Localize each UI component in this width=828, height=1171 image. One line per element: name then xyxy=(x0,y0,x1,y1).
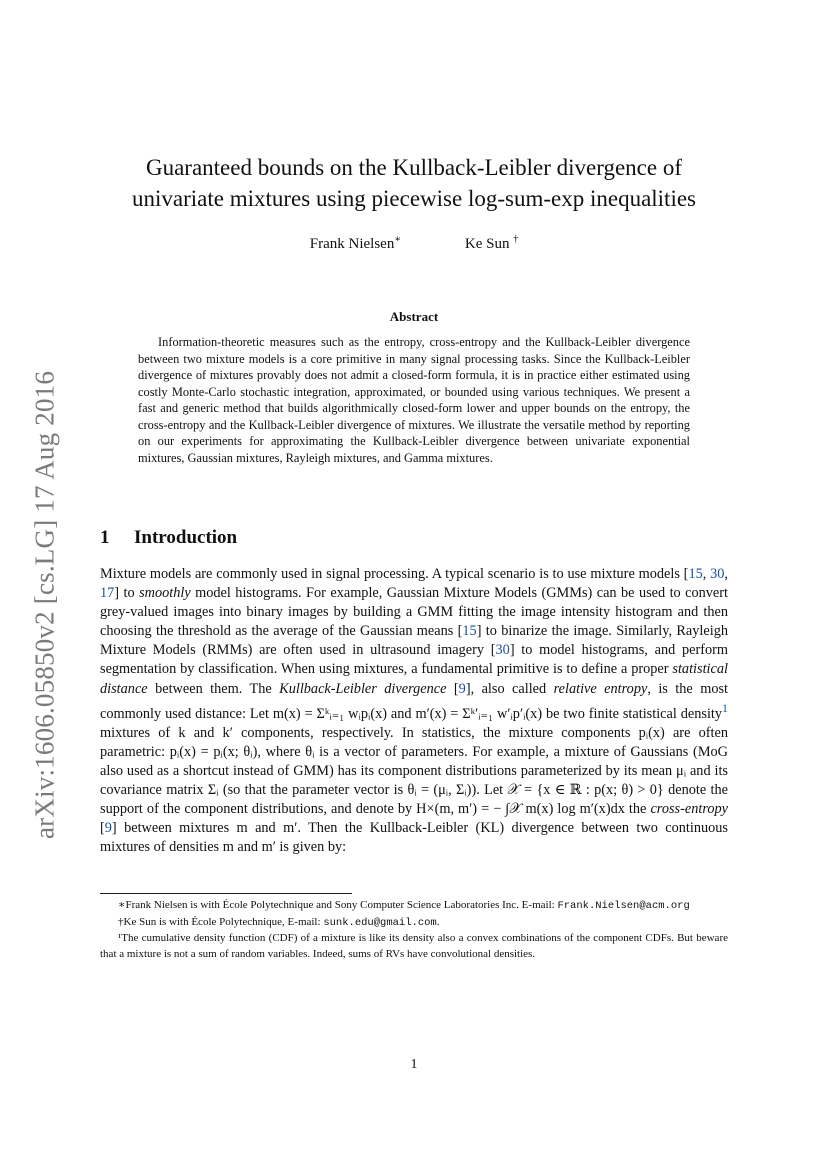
arxiv-identifier-stamp: arXiv:1606.05850v2 [cs.LG] 17 Aug 2016 xyxy=(29,370,60,840)
email-address[interactable]: sunk.edu@gmail.com xyxy=(323,916,437,929)
citation-link[interactable]: 9 xyxy=(104,819,112,836)
citation-link[interactable]: 30 xyxy=(710,566,725,582)
intro-text: mixtures of k and k′ components, respectively. In statistics, the mixture components pᵢ(x) are often parametric: pᵢ(x) = pᵢ(x; θᵢ), where θᵢ is a vector of parameters. For example, a mixture of Gaussians (MoG also used as a shortcut instead of GMM) has its component distributions parameterized by its mean μᵢ and its covariance matrix Σᵢ (so that the parameter vector is θᵢ = (μᵢ, Σᵢ)). Let 𝒳 = {x ∈ ℝ : p(x; θ) > 0} denote the support of the component distributions, and denote by H×(m, m′) = − ∫𝒳 m(x) log m′(x)dx the xyxy=(100,724,728,817)
author-1-mark: ∗ xyxy=(394,234,402,245)
section-title: Introduction xyxy=(134,527,238,548)
footnote-link[interactable]: 1 xyxy=(722,700,728,715)
intro-text: , also called xyxy=(470,680,554,697)
author-1 xyxy=(310,236,401,252)
section-heading xyxy=(100,527,237,549)
citation-link[interactable]: 9 xyxy=(458,680,466,697)
author-2-name: Ke Sun xyxy=(464,236,510,252)
emphasis: Kullback-Leibler divergence xyxy=(279,680,447,697)
intro-text: between them. The xyxy=(147,680,280,697)
footnote-author-2: †Ke Sun is with École Polytechnique, E-mail: sunk.edu@gmail.com. xyxy=(118,915,440,929)
intro-text: ] to xyxy=(114,585,140,602)
author-2-mark: † xyxy=(513,234,519,245)
emphasis: smoothly xyxy=(139,585,191,602)
abstract-heading: Abstract xyxy=(389,309,439,324)
page-number: 1 xyxy=(410,1057,418,1072)
footnote-text: ∗Frank Nielsen is with École Polytechnique and Sony Computer Science Laboratories Inc. E-mail: xyxy=(118,899,558,911)
section-number: 1 xyxy=(100,527,110,548)
footnote-divider xyxy=(100,893,352,894)
title-line-1: Guaranteed bounds on the Kullback-Leibler divergence of xyxy=(145,155,683,180)
emphasis: statistical distance xyxy=(100,661,728,697)
citation-link[interactable]: 30 xyxy=(495,642,510,659)
title-line-2: univariate mixtures using piecewise log-sum-exp inequalities xyxy=(132,186,696,211)
emphasis: cross-entropy xyxy=(650,800,728,817)
intro-text: model histograms. For example, Gaussian Mixture Models (GMMs) can be used to convert grey-valued images into binary images by building a GMM fitting the image intensity histogram and then choosing the threshold as the average of the Gaussian means [ xyxy=(100,585,729,640)
paper-title xyxy=(100,152,728,214)
intro-text: ] to binarize the image. Similarly, Rayleigh Mixture Models (RMMs) are often used in ultrasound imagery [ xyxy=(100,623,728,659)
intro-text: , is the most commonly used distance: Let m(x) = Σᵏᵢ₌₁ wᵢpᵢ(x) and m′(x) = Σᵏ′ᵢ₌₁ w′ᵢp′ᵢ(x) be two finite statistical density xyxy=(100,680,729,722)
footnote-text: †Ke Sun is with École Polytechnique, E-mail: xyxy=(118,915,324,928)
introduction-paragraph: Mixture models are commonly used in signal processing. A typical scenario is to use mixture models [15, 30, 17] to smoothly model histograms. For example, Gaussian Mixture Models (GMMs) can be used to convert grey-valued images into binary images by building a GMM fitting the image intensity histogram and then choosing the threshold as the average of the Gaussian means [15] to binarize the image. Similarly, Rayleigh Mixture Models (RMMs) are often used in ultrasound imagery [30] to model histograms, and perform segmentation by classification. When using mixtures, a fundamental primitive is to define a proper statistical distance between them. The Kullback-Leibler divergence [9], also called relative entropy, is the most commonly used distance: Let m(x) = Σᵏᵢ₌₁ wᵢpᵢ(x) and m′(x) = Σᵏ′ᵢ₌₁ w′ᵢp′ᵢ(x) be two finite statistical density$^1$ mixtures of k and k′ components, respectively. In statistics, the mixture components pᵢ(x) are often parametric: pᵢ(x) = pᵢ(x; θᵢ), where θᵢ is a vector of parameters. For example, a mixture of Gaussians (MoG also used as a shortcut instead of GMM) has its component distributions parameterized by its mean μᵢ and its covariance matrix Σᵢ (so that the parameter vector is θᵢ = (μᵢ, Σᵢ)). Let 𝒳 = {x ∈ ℝ : p(x; θ) > 0} denote the support of the component distributions, and denote by H×(m, m′) = − ∫𝒳 m(x) log m′(x)dx the cross-entropy [9] between mixtures m and m′. Then the Kullback-Leibler (KL) divergence between two continuous mixtures of densities m and m′ is given by: xyxy=(100,566,729,856)
author-2 xyxy=(465,236,518,252)
footnotes xyxy=(100,898,728,962)
emphasis: relative entropy xyxy=(553,680,648,697)
abstract-body: Information-theoretic measures such as the entropy, cross-entropy and the Kullback-Leibler divergence between two mixture models is a core primitive in many signal processing tasks. Since the Kullback-Leibler divergence of mixtures provably does not admit a closed-form formula, it is in practice either estimated using costly Monte-Carlo stochastic integration, approximated, or bounded using various techniques. We present a fast and generic method that builds algorithmically closed-form lower and upper bounds on the entropy, the cross-entropy and the Kullback-Leibler divergence of mixtures. We illustrate the versatile method by reporting on our experiments for approximating the Kullback-Leibler divergence between univariate exponential mixtures, Gaussian mixtures, Rayleigh mixtures, and Gamma mixtures. xyxy=(138,335,690,465)
author-1-name: Frank Nielsen xyxy=(309,236,395,252)
intro-text: ] to model histograms, and perform segmentation by classification. When using mixtures, a fundamental primitive is to define a proper xyxy=(100,642,728,678)
citation-link[interactable]: 15 xyxy=(462,623,477,640)
citation-link[interactable]: 17 xyxy=(100,585,115,602)
citation-link[interactable]: 15 xyxy=(688,566,703,582)
author-list xyxy=(0,234,828,253)
email-address[interactable]: Frank.Nielsen@acm.org xyxy=(557,900,690,912)
footnote-1: ¹The cumulative density function (CDF) of a mixture is like its density also a convex combinations of the component CDFs. But beware that a mixture is not a sum of random variables. Indeed, sums of RVs have convolutional densities. xyxy=(100,932,728,960)
intro-text: between mixtures m and m′. Then the Kullback-Leibler (KL) divergence between two continuous mixtures of densities m and m′ is given by: xyxy=(100,819,728,856)
intro-text: Mixture models are commonly used in signal processing. A typical scenario is to use mixture models [ xyxy=(100,566,689,582)
footnote-author-1 xyxy=(100,898,728,915)
